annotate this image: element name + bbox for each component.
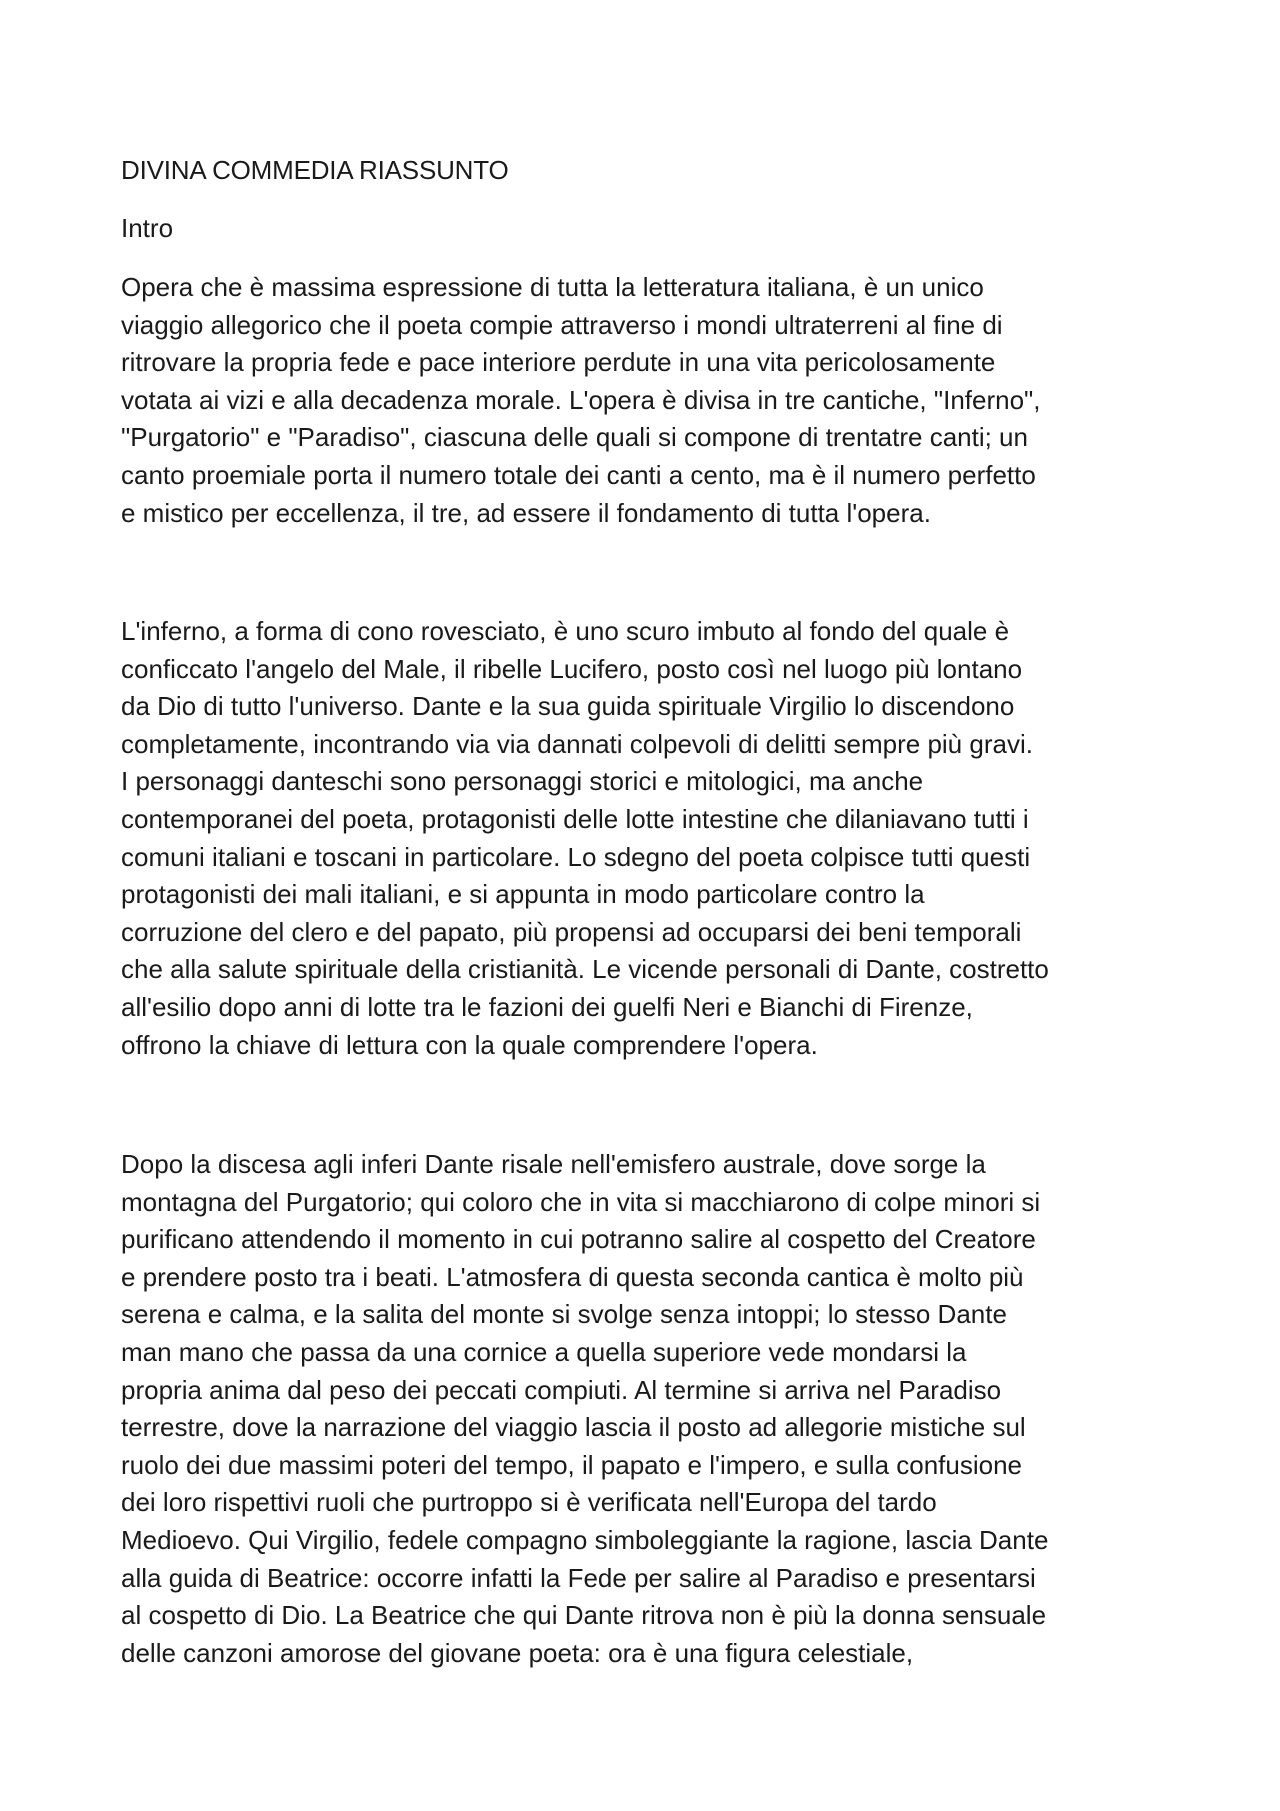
paragraph-line: all'esilio dopo anni di lotte tra le fazioni dei guelfi Neri e Bianchi di Firenze, — [121, 991, 973, 1022]
paragraph-line: da Dio di tutto l'universo. Dante e la sua guida spirituale Virgilio lo discendono — [121, 691, 1015, 722]
section-heading-intro: Intro — [121, 213, 174, 243]
paragraph-line: ritrovare la propria fede e pace interiore perdute in una vita pericolosamente — [121, 347, 996, 378]
paragraph-line: corruzione del clero e del papato, più propensi ad occuparsi dei beni temporali — [121, 916, 1022, 947]
paragraph-line: serena e calma, e la salita del monte si svolge senza intoppi; lo stesso Dante — [121, 1299, 1007, 1330]
document-title: DIVINA COMMEDIA RIASSUNTO — [121, 155, 509, 185]
paragraph-line: protagonisti dei mali italiani, e si appunta in modo particolare contro la — [121, 879, 925, 910]
paragraph-line: alla guida di Beatrice: occorre infatti la Fede per salire al Paradiso e presentarsi — [121, 1562, 1036, 1593]
paragraph-line: Opera che è massima espressione di tutta la letteratura italiana, è un unico — [121, 272, 984, 302]
paragraph-line: "Purgatorio" e "Paradiso", ciascuna delle quali si compone di trentatre canti; un — [121, 422, 1028, 453]
paragraph-line: che alla salute spirituale della cristianità. Le vicende personali di Dante, costretto — [121, 954, 1049, 985]
paragraph-line: man mano che passa da una cornice a quella superiore vede mondarsi la — [121, 1336, 967, 1367]
paragraph-line: dei loro rispettivi ruoli che purtroppo si è verificata nell'Europa del tardo — [121, 1487, 937, 1518]
paragraph-line: al cospetto di Dio. La Beatrice che qui Dante ritrova non è più la donna sensuale — [121, 1600, 1047, 1631]
paragraph-line: delle canzoni amorose del giovane poeta: ora è una figura celestiale, — [121, 1637, 914, 1668]
paragraph-line: ruolo dei due massimi poteri del tempo, il papato e l'impero, e sulla confusione — [121, 1449, 1023, 1480]
paragraph-line: viaggio allegorico che il poeta compie attraverso i mondi ultraterreni al fine di — [121, 309, 1003, 340]
paragraph-line: e prendere posto tra i beati. L'atmosfera di questa seconda cantica è molto più — [121, 1261, 1024, 1292]
paragraph-line: canto proemiale porta il numero totale dei canti a cento, ma è il numero perfetto — [121, 459, 1036, 490]
paragraph-line: Medioevo. Qui Virgilio, fedele compagno simboleggiante la ragione, lascia Dante — [121, 1524, 1049, 1555]
paragraph-purgatorio — [121, 1146, 1171, 1672]
paragraph-line: I personaggi danteschi sono personaggi storici e mitologici, ma anche — [121, 766, 924, 797]
paragraph-line: terrestre, dove la narrazione del viaggio lascia il posto ad allegorie mistiche sul — [121, 1412, 1026, 1443]
paragraph-line: propria anima dal peso dei peccati compiuti. Al termine si arriva nel Paradiso — [121, 1374, 1002, 1405]
paragraph-inferno — [121, 613, 1171, 1064]
paragraph-line: contemporanei del poeta, protagonisti delle lotte intestine che dilaniavano tutti i — [121, 803, 1029, 834]
paragraph-line: purificano attendendo il momento in cui potranno salire al cospetto del Creatore — [121, 1224, 1036, 1255]
paragraph-line: comuni italiani e toscani in particolare. Lo sdegno del poeta colpisce tutti questi — [121, 841, 1031, 872]
paragraph-line: e mistico per eccellenza, il tre, ad essere il fondamento di tutta l'opera. — [121, 497, 931, 528]
paragraph-line: completamente, incontrando via via dannati colpevoli di delitti sempre più gravi. — [121, 728, 1033, 759]
paragraph-line: Dopo la discesa agli inferi Dante risale nell'emisfero australe, dove sorge la — [121, 1149, 986, 1179]
paragraph-line: conficcato l'angelo del Male, il ribelle Lucifero, posto così nel luogo più lontano — [121, 653, 1023, 684]
paragraph-line: montagna del Purgatorio; qui coloro che in vita si macchiarono di colpe minori si — [121, 1186, 1041, 1217]
paragraph-line: votata ai vizi e alla decadenza morale. L'opera è divisa in tre cantiche, "Inferno", — [121, 384, 1041, 415]
paragraph-intro — [121, 269, 1171, 532]
paragraph-line: L'inferno, a forma di cono rovesciato, è uno scuro imbuto al fondo del quale è — [121, 616, 1010, 646]
paragraph-line: offrono la chiave di lettura con la quale comprendere l'opera. — [121, 1029, 818, 1060]
